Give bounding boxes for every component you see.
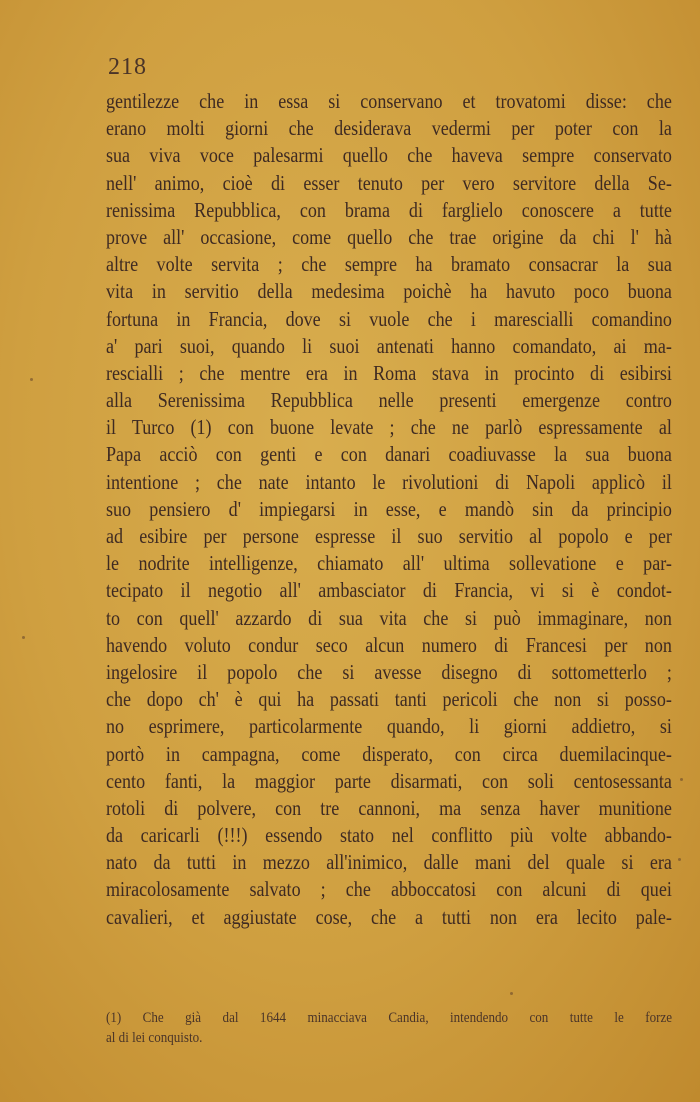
text-line: le nodrite intelligenze, chiamato all' ultima sollevatione e par- [106,551,672,576]
text-line: vita in servitio della medesima poichè ha havuto poco buona [106,279,672,304]
text-line: rotoli di polvere, con tre cannoni, ma senza haver munitione [106,795,672,820]
text-line: miracolosamente salvato ; che abboccatosi con alcuni di quei [106,877,672,902]
text-line: fortuna in Francia, dove si vuole che i marescialli comandino [106,306,672,331]
paper-speck [680,778,683,781]
page-number: 218 [108,54,147,80]
text-line: renissima Repubblica, con brama di farglielo conoscere a tutte [106,197,672,222]
text-line: cavalieri, et aggiustate cose, che a tutti non era lecito pale- [106,904,672,929]
text-line: erano molti giorni che desiderava vedermi per poter con la [106,116,672,141]
paper-speck [22,636,25,639]
text-line: rescialli ; che mentre era in Roma stava in procinto di esibirsi [106,360,672,385]
text-line: altre volte servita ; che sempre ha bramato consacrar la sua [106,252,672,277]
text-line: ad esibire per persone espresse il suo servitio al popolo e per [106,524,672,548]
text-line: alla Serenissima Repubblica nelle presenti emergenze contro [106,388,672,413]
text-line: Papa acciò con genti e con danari coadiuvasse la sua buona [106,442,672,467]
text-line: portò in campagna, come disperato, con circa duemilacinque- [106,741,672,766]
text-line: a' pari suoi, quando li suoi antenati hanno comandato, ai ma- [106,333,672,358]
footnote [106,1008,672,1048]
text-line: cento fanti, la maggior parte disarmati, con soli centosessanta [106,768,672,793]
paper-speck [510,992,513,995]
paper-speck [678,858,681,861]
text-line: prove all' occasione, come quello che trae origine da chi l' hà [106,224,672,249]
text-line: il Turco (1) con buone levate ; che ne parlò espressamente al [106,415,672,440]
text-line: havendo voluto condur seco alcun numero di Francesi per non [106,632,672,657]
footnote-line: al di lei conquisto. [106,1030,203,1046]
footnote-line: (1) Che già dal 1644 minacciava Candia, intendendo con tutte le forze [106,1010,673,1026]
text-line: to con quell' azzardo di sua vita che si può immaginare, non [106,605,672,630]
paper-speck [30,378,33,381]
text-line: no esprimere, particolarmente quando, li giorni addietro, si [106,714,672,739]
text-line: suo pensiero d' impiegarsi in esse, e mandò sin da principio [106,496,672,521]
text-line: nato da tutti in mezzo all'inimico, dalle mani del quale si era [106,850,672,875]
body-text [106,88,672,931]
text-line: tecipato il negotio all' ambasciator di Francia, vi si è condot- [106,578,672,603]
text-line: da caricarli (!!!) essendo stato nel conflitto più volte abbando- [106,823,672,848]
text-line: intentione ; che nate intanto le rivolutioni di Napoli applicò il [106,469,672,494]
text-line: ingelosire il popolo che si avesse disegno di sottometterlo ; [106,659,672,684]
text-line: che dopo ch' è qui ha passati tanti pericoli che non si posso- [106,687,672,712]
text-line: gentilezze che in essa si conservano et trovatomi disse: che [106,89,672,113]
text-line: nell' animo, cioè di esser tenuto per vero servitore della Se- [106,170,672,195]
text-line: sua viva voce palesarmi quello che haveva sempre conservato [106,143,672,168]
